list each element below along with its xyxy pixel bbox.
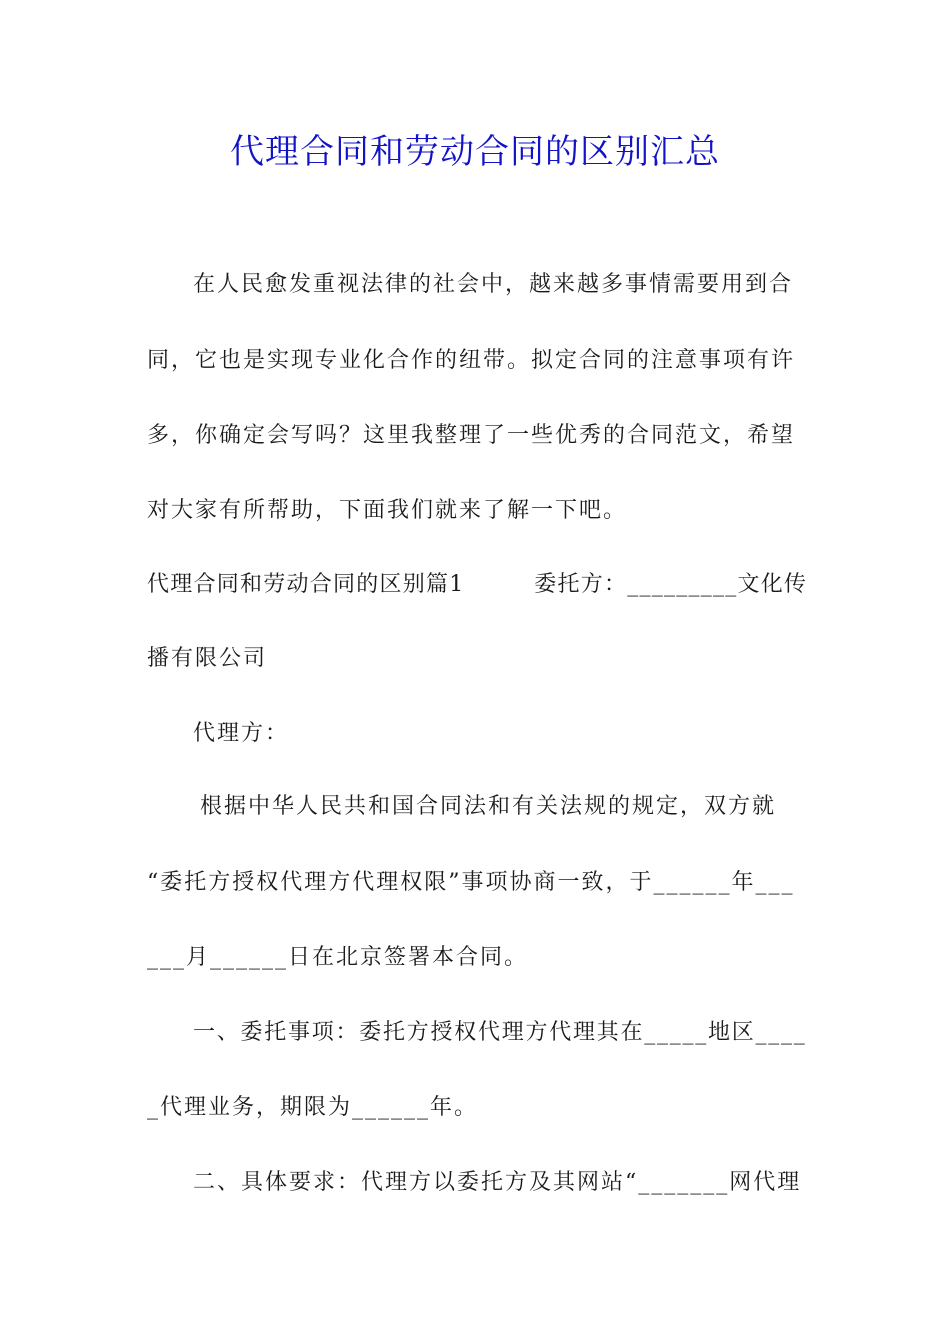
paragraph-line: _代理业务，期限为______年。 bbox=[147, 1095, 479, 1120]
document-title: 代理合同和劳动合同的区别汇总 bbox=[230, 132, 720, 172]
paragraph-line: 同，它也是实现专业化合作的纽带。拟定合同的注意事项有许 bbox=[147, 348, 796, 373]
paragraph-line: “委托方授权代理方代理权限”事项协商一致，于______年___ bbox=[147, 870, 795, 895]
paragraph-line: 一、委托事项：委托方授权代理方代理其在_____地区____ bbox=[193, 1020, 807, 1045]
paragraph-line: 播有限公司 bbox=[147, 646, 268, 671]
paragraph-line: 在人民愈发重视法律的社会中，越来越多事情需要用到合 bbox=[193, 272, 794, 297]
paragraph-line: ___月______日在北京签署本合同。 bbox=[147, 945, 529, 970]
paragraph-line: 代理合同和劳动合同的区别篇1 委托方：_________文化传 bbox=[147, 572, 808, 597]
paragraph-line: 多，你确定会写吗？这里我整理了一些优秀的合同范文，希望 bbox=[147, 423, 796, 448]
paragraph-line: 二、具体要求：代理方以委托方及其网站“_______网代理 bbox=[193, 1170, 802, 1195]
paragraph-line: 对大家有所帮助，下面我们就来了解一下吧。 bbox=[147, 498, 628, 523]
paragraph-line: 代理方： bbox=[193, 721, 290, 746]
paragraph-line: 根据中华人民共和国合同法和有关法规的规定，双方就 bbox=[200, 794, 777, 819]
